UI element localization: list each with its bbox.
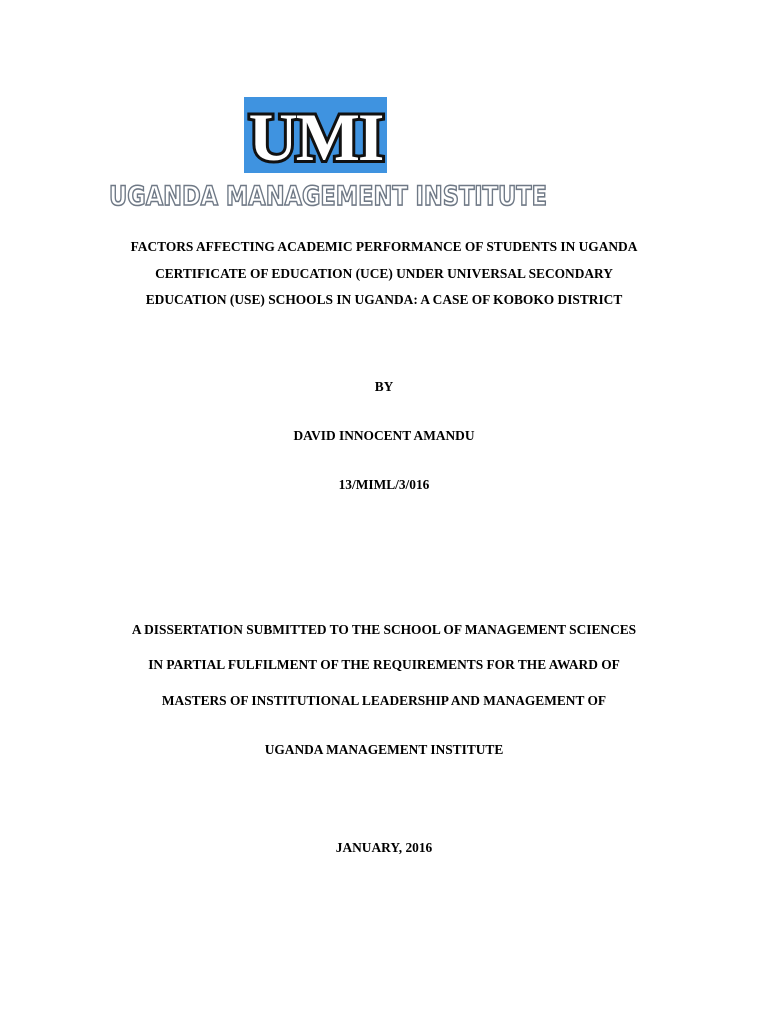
title-line-1: FACTORS AFFECTING ACADEMIC PERFORMANCE OF STUDENTS IN UGANDA [130,239,638,254]
umi-logo [244,97,387,173]
title-line-2: CERTIFICATE OF EDUCATION (UCE) UNDER UNIVERSAL SECONDARY [155,265,613,281]
umi-wordmark-text: UGANDA MANAGEMENT INSTITUTE [109,181,547,212]
submission-line-3: MASTERS OF INSTITUTIONAL LEADERSHIP AND MANAGEMENT OF [161,693,607,708]
umi-logo-text: UMI [248,99,383,175]
registration-number: 13/MIML/3/016 [338,477,430,492]
author-name: DAVID INNOCENT AMANDU [293,428,475,443]
dissertation-title [60,234,708,314]
umi-wordmark [107,174,549,214]
submission-date: JANUARY, 2016 [335,840,433,855]
submission-line-2: IN PARTIAL FULFILMENT OF THE REQUIREMENTS FOR THE AWARD OF [148,657,620,672]
submission-line-1: A DISSERTATION SUBMITTED TO THE SCHOOL OF MANAGEMENT SCIENCES [131,622,637,637]
institution-name: UGANDA MANAGEMENT INSTITUTE [264,742,504,757]
by-label: BY [374,379,394,394]
title-line-3: EDUCATION (USE) SCHOOLS IN UGANDA: A CASE OF KOBOKO DISTRICT [145,292,623,307]
